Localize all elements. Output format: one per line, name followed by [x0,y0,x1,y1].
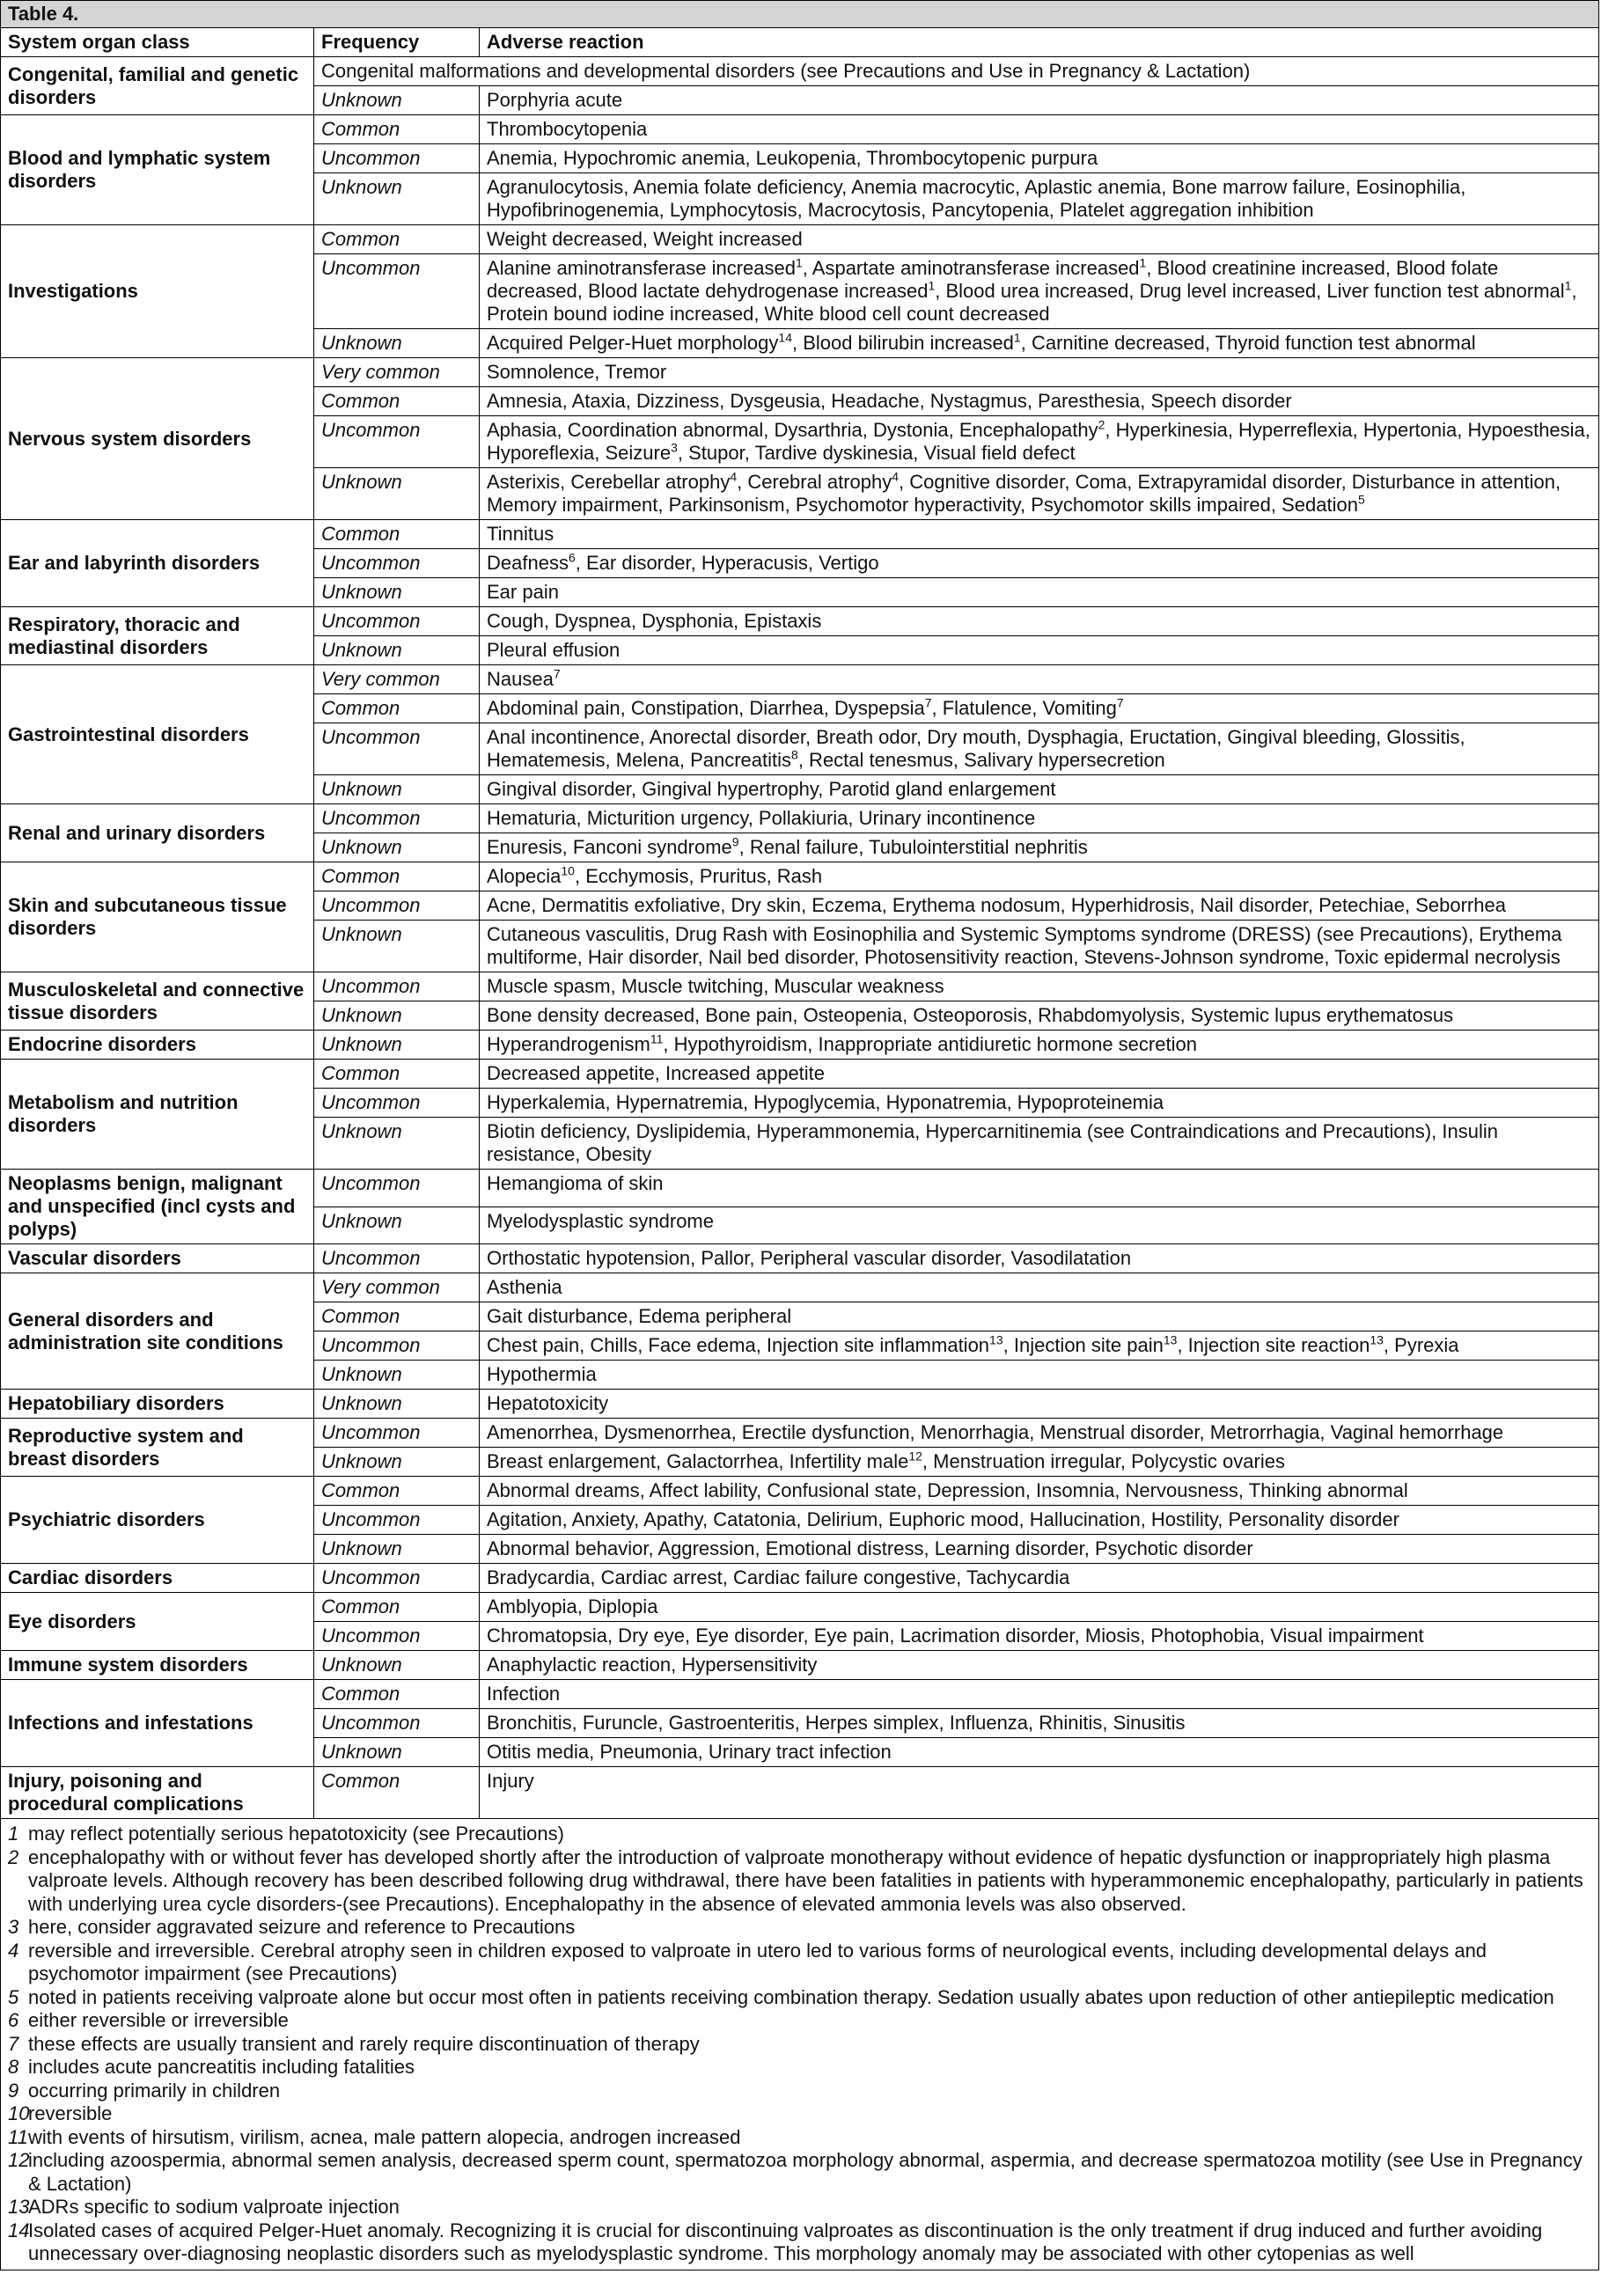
frequency-cell: Unknown [314,1001,480,1031]
adverse-reaction-cell: Amblyopia, Diplopia [480,1593,1599,1622]
frequency-cell: Uncommon [314,891,480,921]
adverse-reaction-cell: Acquired Pelger-Huet morphology$^{14}$, Blood bilirubin increased$^1$, Carnitine decreased, Thyroid function test abnormal [480,329,1599,358]
adverse-reaction-cell: Hyperandrogenism$^{11}$, Hypothyroidism, Inappropriate antidiuretic hormone secretion [480,1031,1599,1060]
footnote-number: 9 [8,2079,19,2102]
table-row [1,225,1599,254]
adverse-reaction-cell: Amenorrhea, Dysmenorrhea, Erectile dysfunction, Menorrhagia, Menstrual disorder, Metrorrhagia, Vaginal hemorrhage [480,1419,1599,1448]
adverse-reaction-cell: Gait disturbance, Edema peripheral [480,1302,1599,1331]
adverse-reaction-cell: Infection [480,1680,1599,1709]
system-organ-class-reproductive-system-and-breast-disorders: Reproductive system and breast disorders [1,1419,314,1477]
adverse-reaction-cell: Bronchitis, Furuncle, Gastroenteritis, Herpes simplex, Influenza, Rhinitis, Sinusitis [480,1709,1599,1738]
frequency-cell: Unknown [314,1448,480,1477]
adverse-reaction-cell: Cough, Dyspnea, Dysphonia, Epistaxis [480,607,1599,636]
system-organ-class-respiratory-thoracic-and-mediastinal-disorders: Respiratory, thoracic and mediastinal disorders [1,607,314,665]
adverse-reaction-cell: Anaphylactic reaction, Hypersensitivity [480,1651,1599,1680]
system-organ-class-vascular-disorders: Vascular disorders [1,1244,314,1273]
frequency-cell: Common [314,862,480,891]
frequency-cell: Uncommon [314,1170,480,1207]
frequency-cell: Uncommon [314,549,480,578]
system-organ-class-endocrine-disorders: Endocrine disorders [1,1031,314,1060]
table-row [1,972,1599,1001]
footnote-item [8,2009,1591,2033]
adverse-reaction-cell: Chromatopsia, Dry eye, Eye disorder, Eye pain, Lacrimation disorder, Miosis, Photophobia, Visual impairment [480,1622,1599,1651]
footnote-item [8,1940,1591,1986]
table-caption: Table 4. [1,1,1599,28]
frequency-cell: Common [314,387,480,416]
frequency-cell: Unknown [314,775,480,804]
table-row [1,1680,1599,1709]
adverse-reaction-cell: Acne, Dermatitis exfoliative, Dry skin, Eczema, Erythema nodosum, Hyperhidrosis, Nail disorder, Petechiae, Seborrhea [480,891,1599,921]
table-row [1,1170,1599,1207]
adverse-reaction-cell: Hyperkalemia, Hypernatremia, Hypoglycemia, Hyponatremia, Hypoproteinemia [480,1089,1599,1118]
adverse-reaction-cell: Ear pain [480,578,1599,607]
footnotes [1,1819,1599,2270]
frequency-cell: Common [314,1680,480,1709]
footnote-number: 7 [8,2032,19,2055]
frequency-cell: Uncommon [314,1244,480,1273]
frequency-cell: Common [314,694,480,723]
frequency-cell: Uncommon [314,416,480,468]
footnote-number: 6 [8,2009,19,2031]
adverse-reaction-cell: Thrombocytopenia [480,115,1599,144]
footnotes-row [1,1819,1599,2270]
frequency-cell: Uncommon [314,1709,480,1738]
adverse-reaction-cell: Hypothermia [480,1361,1599,1390]
adverse-reaction-cell: Asterixis, Cerebellar atrophy$^4$, Cerebral atrophy$^4$, Cognitive disorder, Coma, Extrapyramidal disorder, Disturbance in attention, Memory impairment, Parkinsonism, Psychomotor hyperactivity, Psychomotor skills impaired, Sedation$^5$ [480,468,1599,520]
system-organ-class-blood-and-lymphatic-system-disorders: Blood and lymphatic system disorders [1,115,314,225]
adverse-reaction-cell: Abnormal behavior, Aggression, Emotional distress, Learning disorder, Psychotic disorder [480,1535,1599,1564]
table-row [1,358,1599,387]
footnote-text: ADRs specific to sodium valproate injection [28,2196,400,2218]
system-organ-class-infections-and-infestations: Infections and infestations [1,1680,314,1767]
system-organ-class-psychiatric-disorders: Psychiatric disorders [1,1477,314,1564]
frequency-cell: Unknown [314,1535,480,1564]
system-organ-class-nervous-system-disorders: Nervous system disorders [1,358,314,520]
footnote-number: 12 [8,2149,30,2171]
adverse-reaction-cell: Orthostatic hypotension, Pallor, Peripheral vascular disorder, Vasodilatation [480,1244,1599,1273]
adverse-reaction-cell: Pleural effusion [480,636,1599,665]
frequency-cell: Uncommon [314,723,480,775]
footnote-item [8,1986,1591,2010]
footnote-item [8,2102,1591,2126]
frequency-cell: Uncommon [314,1564,480,1593]
table-row [1,804,1599,833]
footnote-text: includes acute pancreatitis including fatalities [28,2056,415,2078]
footnote-text: encephalopathy with or without fever has developed shortly after the introduction of valproate monotherapy without evidence of hepatic dysfunction or inappropriately high plasma valproate levels. Although recovery has been described following drug withdrawal, there have been fatalities in patients with hyperammonemic encephalopathy, particularly in patients with underlying urea cycle disorders-(see Precautions). Encephalopathy in the absence of elevated ammonia levels was also observed. [28,1845,1583,1915]
adverse-reaction-cell: Myelodysplastic syndrome [480,1207,1599,1244]
frequency-cell: Very common [314,665,480,694]
frequency-cell: Common [314,1060,480,1089]
table-row [1,1593,1599,1622]
adverse-reaction-cell: Congenital malformations and developmental disorders (see Precautions and Use in Pregnancy & Lactation) [314,57,1599,86]
footnote-item [8,1846,1591,1917]
system-organ-class-gastrointestinal-disorders: Gastrointestinal disorders [1,665,314,804]
adverse-reaction-cell: Hematuria, Micturition urgency, Pollakiuria, Urinary incontinence [480,804,1599,833]
frequency-cell: Unknown [314,468,480,520]
adverse-reaction-cell: Otitis media, Pneumonia, Urinary tract infection [480,1738,1599,1767]
header-frequency: Frequency [314,28,480,57]
table-row [1,1651,1599,1680]
footnote-item [8,2219,1591,2266]
table-row [1,1031,1599,1060]
frequency-cell: Uncommon [314,1089,480,1118]
frequency-cell: Very common [314,1273,480,1302]
adverse-reaction-cell: Biotin deficiency, Dyslipidemia, Hyperammonemia, Hypercarnitinemia (see Contraindications and Precautions), Insulin resistance, Obesity [480,1118,1599,1170]
frequency-cell: Unknown [314,636,480,665]
footnote-text: here, consider aggravated seizure and reference to Precautions [28,1916,576,1938]
footnote-item [8,2033,1591,2057]
footnote-number: 14 [8,2219,30,2241]
system-organ-class-eye-disorders: Eye disorders [1,1593,314,1651]
frequency-cell: Common [314,115,480,144]
footnote-item [8,2080,1591,2103]
footnote-text: including azoospermia, abnormal semen analysis, decreased sperm count, spermatozoa morphology abnormal, aspermia, and decrease spermatozoa motility (see Use in Pregnancy & Lactation) [28,2149,1583,2195]
frequency-cell: Common [314,1767,480,1819]
adverse-reaction-cell: Cutaneous vasculitis, Drug Rash with Eosinophilia and Systemic Symptoms syndrome (DRESS) (see Precautions), Erythema multiforme, Hair disorder, Nail bed disorder, Photosensitivity reaction, Stevens-Johnson syndrome, Toxic epidermal necrolysis [480,921,1599,972]
footnote-text: with events of hirsutism, virilism, acnea, male pattern alopecia, androgen increased [28,2125,741,2148]
frequency-cell: Very common [314,358,480,387]
system-organ-class-hepatobiliary-disorders: Hepatobiliary disorders [1,1390,314,1419]
adverse-reaction-cell: Bone density decreased, Bone pain, Osteopenia, Osteoporosis, Rhabdomyolysis, Systemic lupus erythematosus [480,1001,1599,1031]
frequency-cell: Uncommon [314,804,480,833]
footnote-text: noted in patients receiving valproate alone but occur most often in patients receiving combination therapy. Sedation usually abates upon reduction of other antiepileptic medication [28,1985,1554,2008]
footnote-text: Isolated cases of acquired Pelger-Huet anomaly. Recognizing it is crucial for discontinuing valproates as discontinuation is the only treatment if drug induced and further avoiding unnecessary over-diagnosing neoplastic disorders such as myelodysplastic syndrome. This morphology anomaly may be associated with other cytopenias as well [28,2219,1543,2264]
table-row [1,1390,1599,1419]
adverse-reaction-cell: Tinnitus [480,520,1599,549]
footnote-item [8,2196,1591,2219]
footnote-number: 2 [8,1845,19,1868]
adverse-reaction-cell: Amnesia, Ataxia, Dizziness, Dysgeusia, Headache, Nystagmus, Paresthesia, Speech disorder [480,387,1599,416]
table-row [1,115,1599,144]
adverse-reaction-cell: Porphyria acute [480,86,1599,115]
system-organ-class-skin-and-subcutaneous-tissue-disorders: Skin and subcutaneous tissue disorders [1,862,314,972]
frequency-cell: Unknown [314,1738,480,1767]
frequency-cell: Unknown [314,1390,480,1419]
frequency-cell: Unknown [314,578,480,607]
frequency-cell: Uncommon [314,1419,480,1448]
adverse-reaction-cell: Somnolence, Tremor [480,358,1599,387]
footnote-text: occurring primarily in children [28,2079,281,2102]
header-adverse-reaction: Adverse reaction [480,28,1599,57]
frequency-cell: Unknown [314,86,480,115]
system-organ-class-immune-system-disorders: Immune system disorders [1,1651,314,1680]
frequency-cell: Unknown [314,329,480,358]
frequency-cell: Common [314,1477,480,1506]
adverse-reaction-cell: Alanine aminotransferase increased$^1$, Aspartate aminotransferase increased$^1$, Blood creatinine increased, Blood folate decreased, Blood lactate dehydrogenase increased$^1$, Blood urea increased, Drug level increased, Liver function test abnormal$^1$, Protein bound iodine increased, White blood cell count decreased [480,254,1599,329]
footnote-number: 8 [8,2056,19,2078]
adverse-reaction-cell: Aphasia, Coordination abnormal, Dysarthria, Dystonia, Encephalopathy$^2$, Hyperkinesia, Hyperreflexia, Hypertonia, Hypoesthesia, Hyporeflexia, Seizure$^3$, Stupor, Tardive dyskinesia, Visual field defect [480,416,1599,468]
adverse-reaction-cell: Chest pain, Chills, Face edema, Injection site inflammation$^{13}$, Injection site pain$^{13}$, Injection site reaction$^{13}$, Pyrexia [480,1331,1599,1361]
adverse-reaction-cell: Bradycardia, Cardiac arrest, Cardiac failure congestive, Tachycardia [480,1564,1599,1593]
system-organ-class-neoplasms-benign-malignant-and-unspecified-incl-cysts-and-polyps: Neoplasms benign, malignant and unspecified (incl cysts and polyps) [1,1170,314,1244]
adverse-reaction-cell: Enuresis, Fanconi syndrome$^9$, Renal failure, Tubulointerstitial nephritis [480,833,1599,862]
footnote-text: either reversible or irreversible [28,2009,289,2031]
adverse-reaction-cell: Asthenia [480,1273,1599,1302]
frequency-cell: Uncommon [314,607,480,636]
adverse-reaction-cell: Deafness$^6$, Ear disorder, Hyperacusis, Vertigo [480,549,1599,578]
footnote-item [8,1823,1591,1846]
table-row [1,1477,1599,1506]
footnote-number: 11 [8,2125,28,2148]
adverse-reaction-cell: Hemangioma of skin [480,1170,1599,1207]
frequency-cell: Unknown [314,1031,480,1060]
frequency-cell: Common [314,225,480,254]
frequency-cell: Unknown [314,833,480,862]
adverse-reaction-cell: Decreased appetite, Increased appetite [480,1060,1599,1089]
footnote-item [8,1916,1591,1940]
frequency-cell: Common [314,520,480,549]
adverse-reaction-cell: Abnormal dreams, Affect lability, Confusional state, Depression, Insomnia, Nervousness, Thinking abnormal [480,1477,1599,1506]
adverse-reaction-cell: Breast enlargement, Galactorrhea, Infertility male$^{12}$, Menstruation irregular, Polycystic ovaries [480,1448,1599,1477]
footnote-text: reversible [28,2102,113,2124]
footnote-number: 5 [8,1985,19,2008]
header-system-organ-class: System organ class [1,28,314,57]
table-row [1,520,1599,549]
frequency-cell: Uncommon [314,144,480,173]
system-organ-class-injury-poisoning-and-procedural-complications: Injury, poisoning and procedural complications [1,1767,314,1819]
frequency-cell: Uncommon [314,1506,480,1535]
footnote-number: 3 [8,1916,19,1938]
footnote-number: 1 [8,1823,19,1845]
frequency-cell: Uncommon [314,1622,480,1651]
adverse-reaction-cell: Alopecia$^{10}$, Ecchymosis, Pruritus, Rash [480,862,1599,891]
table-row [1,57,1599,86]
frequency-cell: Unknown [314,1651,480,1680]
adverse-reaction-cell: Gingival disorder, Gingival hypertrophy, Parotid gland enlargement [480,775,1599,804]
footnote-number: 4 [8,1939,19,1962]
adverse-reaction-cell: Anal incontinence, Anorectal disorder, Breath odor, Dry mouth, Dysphagia, Eructation, Gingival bleeding, Glossitis, Hematemesis, Melena, Pancreatitis$^8$, Rectal tenesmus, Salivary hypersecretion [480,723,1599,775]
adverse-reaction-cell: Agranulocytosis, Anemia folate deficiency, Anemia macrocytic, Aplastic anemia, Bone marrow failure, Eosinophilia, Hypofibrinogenemia, Lymphocytosis, Macrocytosis, Pancytopenia, Platelet aggregation inhibition [480,173,1599,225]
table-row [1,1767,1599,1819]
frequency-cell: Uncommon [314,1331,480,1361]
footnote-item [8,2056,1591,2080]
adverse-reaction-cell: Anemia, Hypochromic anemia, Leukopenia, Thrombocytopenic purpura [480,144,1599,173]
system-organ-class-cardiac-disorders: Cardiac disorders [1,1564,314,1593]
table-row [1,1564,1599,1593]
frequency-cell: Common [314,1593,480,1622]
footnote-number: 13 [8,2196,30,2218]
frequency-cell: Unknown [314,173,480,225]
table-row [1,1419,1599,1448]
system-organ-class-musculoskeletal-and-connective-tissue-disorders: Musculoskeletal and connective tissue disorders [1,972,314,1031]
adverse-reaction-cell: Weight decreased, Weight increased [480,225,1599,254]
frequency-cell: Unknown [314,1207,480,1244]
header-row [1,28,1599,57]
system-organ-class-ear-and-labyrinth-disorders: Ear and labyrinth disorders [1,520,314,607]
table-row [1,1060,1599,1089]
frequency-cell: Unknown [314,1118,480,1170]
footnote-text: these effects are usually transient and rarely require discontinuation of therapy [28,2032,700,2055]
system-organ-class-general-disorders-and-administration-site-conditions: General disorders and administration site conditions [1,1273,314,1390]
footnote-item [8,2126,1591,2150]
footnote-number: 10 [8,2102,30,2124]
frequency-cell: Unknown [314,1361,480,1390]
adverse-reaction-cell: Injury [480,1767,1599,1819]
frequency-cell: Uncommon [314,972,480,1001]
table-row [1,607,1599,636]
system-organ-class-metabolism-and-nutrition-disorders: Metabolism and nutrition disorders [1,1060,314,1170]
system-organ-class-investigations: Investigations [1,225,314,358]
adverse-reaction-cell: Agitation, Anxiety, Apathy, Catatonia, Delirium, Euphoric mood, Hallucination, Hostility, Personality disorder [480,1506,1599,1535]
adverse-reaction-cell: Abdominal pain, Constipation, Diarrhea, Dyspepsia$^7$, Flatulence, Vomiting$^7$ [480,694,1599,723]
adverse-reaction-cell: Hepatotoxicity [480,1390,1599,1419]
system-organ-class-renal-and-urinary-disorders: Renal and urinary disorders [1,804,314,862]
table-row [1,1244,1599,1273]
adverse-reaction-cell: Muscle spasm, Muscle twitching, Muscular weakness [480,972,1599,1001]
frequency-cell: Unknown [314,921,480,972]
adverse-reaction-cell: Nausea$^7$ [480,665,1599,694]
system-organ-class-congenital-familial-and-genetic-disorders: Congenital, familial and genetic disorders [1,57,314,115]
table-row [1,665,1599,694]
frequency-cell: Uncommon [314,254,480,329]
footnote-text: reversible and irreversible. Cerebral atrophy seen in children exposed to valproate in utero led to various forms of neurological events, including developmental delays and psychomotor impairment (see Precautions) [28,1939,1487,1984]
frequency-cell: Common [314,1302,480,1331]
footnote-text: may reflect potentially serious hepatotoxicity (see Precautions) [28,1823,564,1845]
footnote-item [8,2149,1591,2196]
table-row [1,1273,1599,1302]
table-row [1,862,1599,891]
